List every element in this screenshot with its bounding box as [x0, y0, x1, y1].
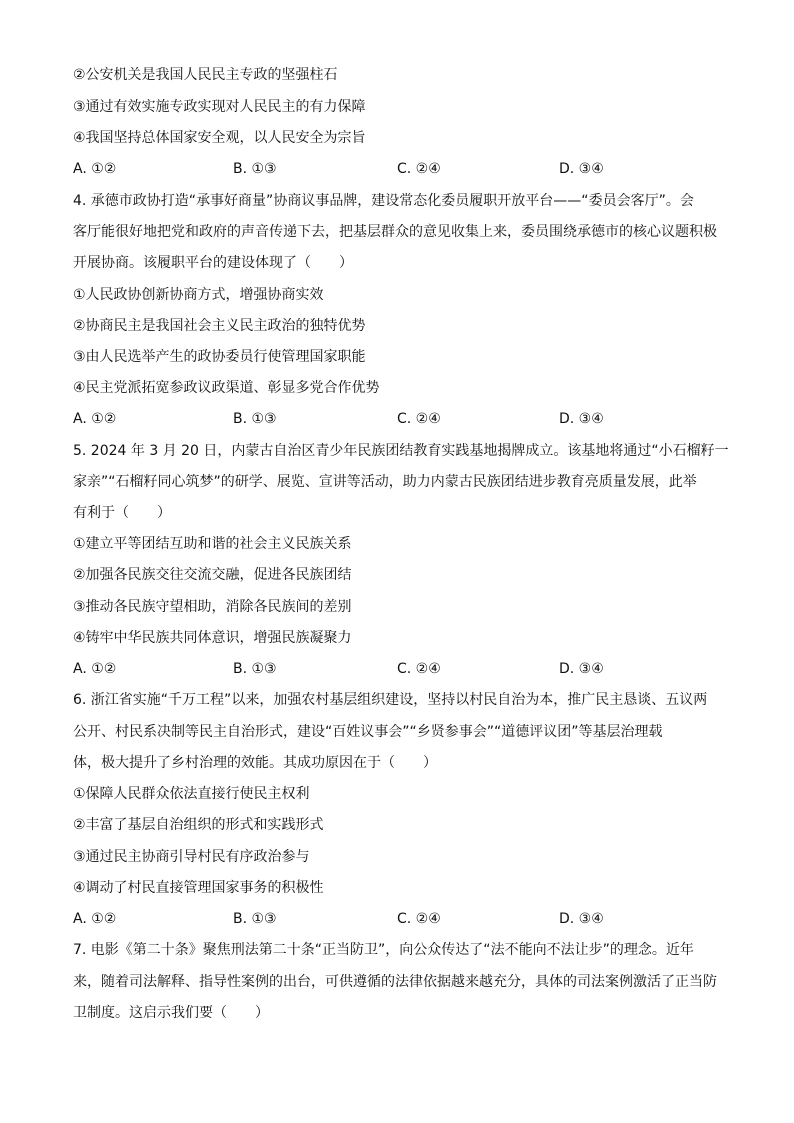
q3-option-b: B. ①③ — [233, 161, 277, 177]
q5-option-c: C. ②④ — [397, 661, 441, 677]
q6-option-b: B. ①③ — [233, 911, 277, 927]
q7-stem-line-3: 卫制度。这启示我们要（ ） — [73, 1005, 269, 1021]
q3-option-c: C. ②④ — [397, 161, 441, 177]
q5-option-d: D. ③④ — [559, 661, 604, 677]
q3-statement-4: ④我国坚持总体国家安全观，以人民安全为宗旨 — [73, 130, 366, 146]
q4-stem-line-3: 开展协商。该履职平台的建设体现了（ ） — [73, 255, 353, 271]
q5-statement-3: ③推动各民族守望相助，消除各民族间的差别 — [73, 599, 352, 615]
q6-stem-line-3: 体，极大提升了乡村治理的效能。其成功原因在于（ ） — [73, 755, 437, 771]
q6-statement-4: ④调动了村民直接管理国家事务的积极性 — [73, 880, 324, 896]
q5-option-a: A. ①② — [73, 661, 117, 677]
q3-option-d: D. ③④ — [559, 161, 604, 177]
q4-option-c: C. ②④ — [397, 411, 441, 427]
q4-statement-4: ④民主党派拓宽参政议政渠道、彰显多党合作优势 — [73, 380, 380, 396]
q4-statement-1: ①人民政协创新协商方式，增强协商实效 — [73, 287, 324, 303]
q5-statement-1: ①建立平等团结互助和谐的社会主义民族关系 — [73, 536, 352, 552]
q4-option-a: A. ①② — [73, 411, 117, 427]
q6-stem-line-1: 6. 浙江省实施“千万工程”以来，加强农村基层组织建设，坚持以村民自治为本，推广民主恳谈、五议两 — [73, 692, 708, 708]
q5-options — [73, 660, 723, 678]
q3-statement-2: ②公安机关是我国人民民主专政的坚强柱石 — [73, 67, 338, 83]
q6-options — [73, 910, 723, 928]
q5-statement-2: ②加强各民族交往交流交融，促进各民族团结 — [73, 567, 352, 583]
q6-statement-2: ②丰富了基层自治组织的形式和实践形式 — [73, 817, 324, 833]
q4-options — [73, 410, 723, 428]
q7-stem-line-1: 7. 电影《第二十条》聚焦刑法第二十条“正当防卫”，向公众传达了“法不能向不法让步”的理念。近年 — [73, 942, 694, 958]
q6-option-c: C. ②④ — [397, 911, 441, 927]
q3-statement-3: ③通过有效实施专政实现对人民民主的有力保障 — [73, 99, 366, 115]
q4-statement-2: ②协商民主是我国社会主义民主政治的独特优势 — [73, 318, 366, 334]
q4-statement-3: ③由人民选举产生的政协委员行使管理国家职能 — [73, 349, 366, 365]
q6-option-d: D. ③④ — [559, 911, 604, 927]
q4-option-b: B. ①③ — [233, 411, 277, 427]
q6-statement-1: ①保障人民群众依法直接行使民主权利 — [73, 786, 310, 802]
q5-statement-4: ④铸牢中华民族共同体意识，增强民族凝聚力 — [73, 630, 352, 646]
q3-option-a: A. ①② — [73, 161, 117, 177]
q5-stem-line-1: 5. 2024 年 3 月 20 日，内蒙古自治区青少年民族团结教育实践基地揭牌成立。该基地将通过“小石榴籽一 — [73, 443, 729, 459]
q6-statement-3: ③通过民主协商引导村民有序政治参与 — [73, 849, 310, 865]
q6-stem-line-2: 公开、村民系决制等民主自治形式，建设“百姓议事会”“乡贤参事会”“道德评议团”等基层治理载 — [73, 724, 663, 740]
q4-stem-line-2: 客厅能很好地把党和政府的声音传递下去，把基层群众的意见收集上来，委员围绕承德市的核心议题积极 — [73, 224, 717, 240]
q5-stem-line-2: 家亲”“石榴籽同心筑梦”的研学、展览、宣讲等活动，助力内蒙古民族团结进步教育亮质量发展，此举 — [73, 474, 697, 490]
q4-stem-line-1: 4. 承德市政协打造“承事好商量”协商议事品牌，建设常态化委员履职开放平台——“委员会客厅”。会 — [73, 193, 694, 209]
q4-option-d: D. ③④ — [559, 411, 604, 427]
q7-stem-line-2: 来，随着司法解释、指导性案例的出台，可供遵循的法律依据越来越充分，具体的司法案例激活了正当防 — [73, 974, 717, 990]
q5-stem-line-3: 有利于（ ） — [73, 505, 171, 521]
q3-options — [73, 160, 723, 178]
q6-option-a: A. ①② — [73, 911, 117, 927]
q5-option-b: B. ①③ — [233, 661, 277, 677]
